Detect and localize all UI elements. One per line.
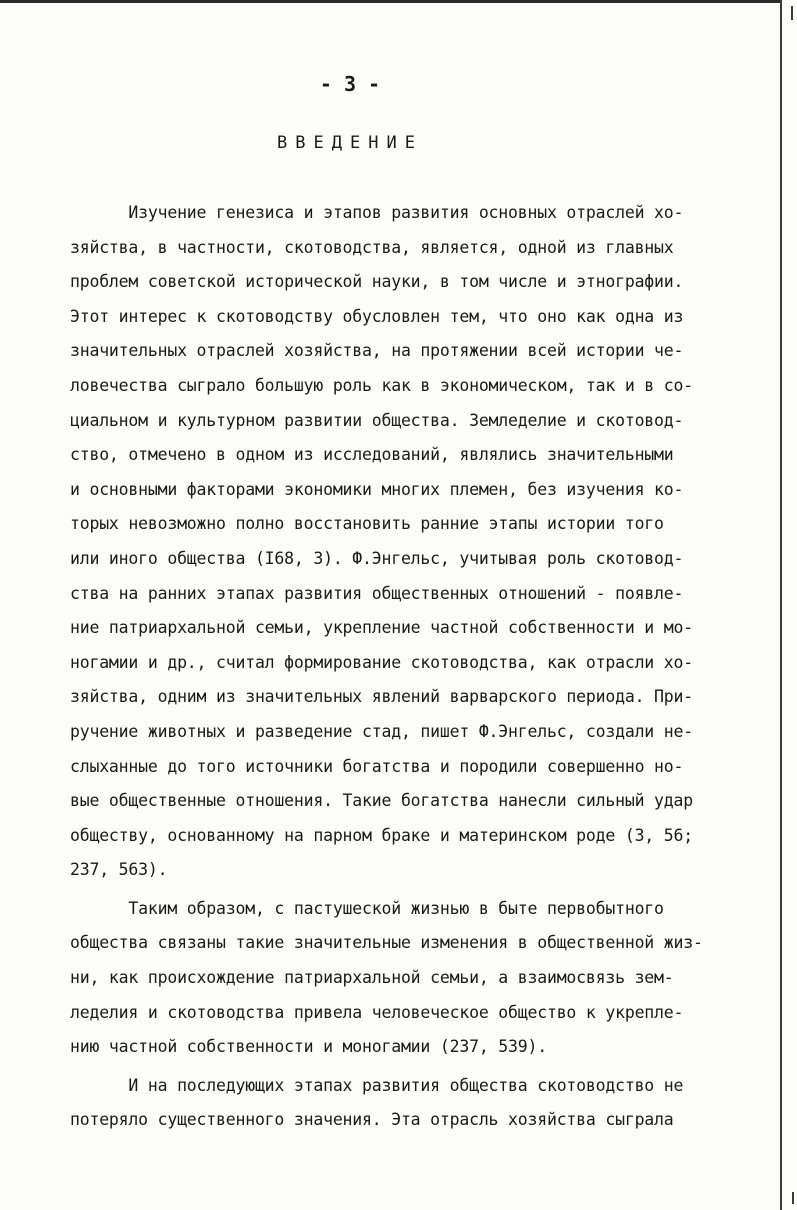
text-line: и основными факторами экономики многих племен, без изучения ко- [70, 479, 684, 499]
text-line: Этот интерес к скотоводству обусловлен тем, что оно как одна из [70, 306, 684, 326]
text-line: зяйства, в частности, скотоводства, является, одной из главных [70, 237, 674, 257]
text-line: слыханные до того источники богатства и породили совершенно но- [70, 756, 684, 776]
text-line: торых невозможно полно восстановить ранние этапы истории того [70, 514, 664, 534]
text-line: И на последующих этапах развития общества скотоводство не [70, 1075, 684, 1095]
paragraph-1 [70, 196, 780, 888]
page-heading: ВВЕДЕНИЕ [277, 133, 423, 153]
text-line: циальном и культурном развитии общества. Земледелие и скотовод- [70, 410, 684, 430]
text-line: значительных отраслей хозяйства, на протяжении всей истории че- [70, 341, 684, 361]
text-line: обществу, основанному на парном браке и материнском роде (3, 56; [70, 825, 693, 845]
text-line: зяйства, одним из значительных явлений варварского периода. При- [70, 687, 693, 707]
text-line: вые общественные отношения. Такие богатства нанесли сильный удар [70, 791, 693, 811]
text-line: Таким образом, с пастушеской жизнью в быте первобытного [70, 898, 664, 918]
page-number: - 3 - [319, 72, 381, 96]
text-line: ство, отмечено в одном из исследований, являлись значительными [70, 445, 674, 465]
page-right-edge [780, 0, 782, 1210]
text-line: нию частной собственности и моногамии (237, 539). [70, 1037, 547, 1057]
text-line: леделия и скотоводства привела человеческое общество к укрепле- [70, 1002, 684, 1022]
body-text [70, 196, 780, 1138]
paragraph-2 [70, 892, 780, 1065]
text-line: ловечества сыграло большую роль как в экономическом, так и в со- [70, 375, 693, 395]
text-line: ни, как происхождение патриархальной семьи, а взаимосвязь зем- [70, 968, 674, 988]
text-line: ние патриархальной семьи, укрепление частной собственности и мо- [70, 618, 693, 638]
text-line: Изучение генезиса и этапов развития основных отраслей хо- [70, 203, 684, 222]
text-line: общества связаны такие значительные изменения в общественной жиз- [70, 933, 703, 953]
margin-mark-top [791, 6, 793, 20]
text-line: ручение животных и разведение стад, пишет Ф.Энгельс, создали не- [70, 721, 693, 741]
text-line: ства на ранних этапах развития общественных отношений - появле- [70, 583, 684, 603]
margin-mark-bottom [792, 1192, 794, 1204]
paragraph-3 [70, 1069, 780, 1138]
page-top-edge [0, 0, 782, 3]
text-line: ногамии и др., считал формирование скотоводства, как отрасли хо- [70, 652, 693, 672]
text-line: 237, 563). [70, 860, 168, 880]
text-line: потеряло существенного значения. Эта отрасль хозяйства сыграла [70, 1110, 674, 1130]
text-line: или иного общества (I68, 3). Ф.Энгельс, учитывая роль скотовод- [70, 548, 684, 568]
text-line: проблем советской исторической науки, в том числе и этнографии. [70, 272, 684, 292]
